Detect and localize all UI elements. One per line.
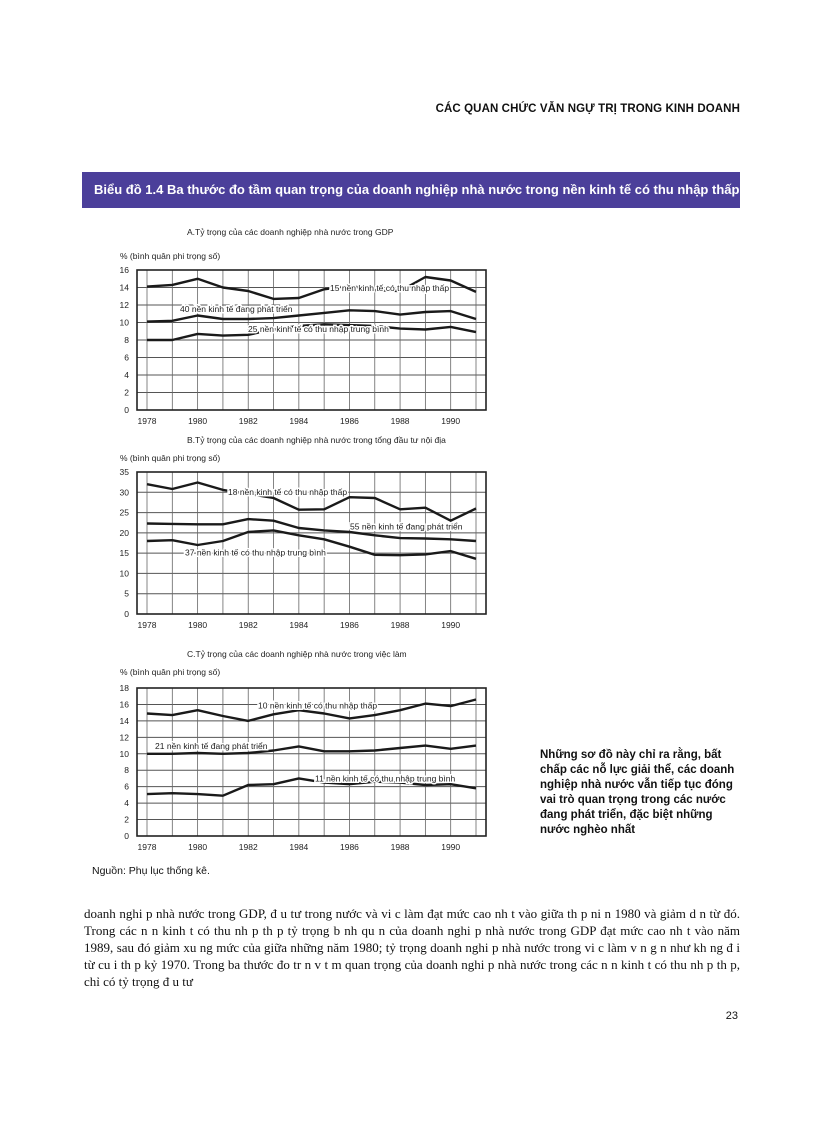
y-tick-label: 10 (119, 748, 129, 759)
body-paragraph: doanh nghi p nhà nước trong GDP, đ u tư trong nước và vi c làm đạt mức cao nh t vào giữa th p ni n 1980 và giảm d n từ đó. Trong các n n kinh t có thu nh p th p tỷ trọng b nh qu n của doanh nghi p nhà nước trong GDP đạt mức cao nh t vào năm 1989, sau đó giảm xu ng mức của giữa những năm 1980; tỷ trọng doanh nghi p nhà nước trong vi c làm v n g n như kh ng đ i từ cu i th p kỷ 1970. Trong ba thước đo tr n v t m quan trọng của doanh nghi p nhà nước trong các n n kinh t có thu nh p th p, chỉ có tỷ trọng đ u tư (84, 906, 740, 989)
y-tick-label: 6 (124, 781, 129, 792)
series-label-2: 55 nền kinh tế đang phát triển (350, 521, 463, 532)
chart-title: C.Tỷ trọng của các doanh nghiệp nhà nước trong việc làm (187, 649, 407, 659)
y-tick-label: 12 (119, 300, 129, 310)
x-tick-label: 1982 (238, 620, 258, 630)
y-tick-label: 8 (124, 335, 129, 345)
y-tick-label: 25 (119, 507, 129, 518)
y-tick-label: 2 (124, 814, 129, 825)
y-tick-label: 15 (119, 548, 129, 559)
x-tick-label: 1984 (289, 416, 309, 426)
x-tick-label: 1986 (340, 842, 359, 852)
x-tick-label: 1978 (137, 416, 157, 426)
x-tick-label: 1990 (441, 620, 461, 630)
y-tick-label: 10 (119, 568, 129, 579)
x-tick-label: 1988 (390, 842, 410, 852)
y-tick-label: 35 (119, 467, 129, 477)
series-label-1: 15 nền kinh tế có thu nhập thấp (330, 283, 450, 293)
y-axis-label: % (bình quân phi trọng số) (120, 453, 221, 463)
y-tick-label: 20 (119, 527, 129, 538)
y-tick-label: 6 (124, 352, 129, 363)
series-label-3: 37 nền kinh tế có thu nhập trung bình (185, 547, 326, 558)
x-tick-label: 1990 (441, 416, 461, 426)
y-tick-label: 4 (124, 370, 129, 380)
running-header: CÁC QUAN CHỨC VẪN NGỰ TRỊ TRONG KINH DOANH (435, 103, 740, 115)
series-label-2: 21 nền kinh tế đang phát triển (155, 740, 268, 751)
series-label-3: 25 nền kinh tế có thu nhập trung bình (248, 324, 389, 335)
y-tick-label: 12 (119, 732, 129, 743)
y-tick-label: 2 (124, 387, 129, 398)
x-tick-label: 1982 (238, 416, 258, 426)
y-axis-label: % (bình quân phi trọng số) (120, 251, 221, 261)
series-label-1: 10 nền kinh tế có thu nhập thấp (258, 700, 378, 711)
y-tick-label: 0 (124, 405, 129, 415)
x-tick-label: 1986 (340, 620, 359, 630)
figure-title: Biểu đồ 1.4 Ba thước đo tầm quan trọng của doanh nghiệp nhà nước trong nền kinh tế có thu nhập thấp (82, 172, 740, 208)
y-tick-label: 0 (124, 609, 129, 619)
series-label-1: 18 nền kinh tế có thu nhập thấp (228, 487, 348, 498)
x-tick-label: 1980 (188, 842, 208, 852)
x-tick-label: 1984 (289, 842, 309, 852)
x-tick-label: 1980 (188, 416, 208, 426)
y-tick-label: 5 (124, 588, 129, 599)
figure-caption: Những sơ đồ này chỉ ra rằng, bất chấp các nỗ lực giải thể, các doanh nghiệp nhà nước vẫn tiếp tục đóng vai trò quan trọng trong các nước đang phát triển, đặc biệt những nước nghèo nhất (540, 749, 735, 836)
x-tick-label: 1984 (289, 620, 309, 630)
x-tick-label: 1978 (137, 842, 157, 852)
y-tick-label: 10 (119, 317, 129, 328)
x-tick-label: 1978 (137, 620, 157, 630)
y-tick-label: 4 (124, 798, 129, 809)
x-tick-label: 1988 (390, 620, 410, 630)
page-number: 23 (725, 1010, 738, 1022)
y-tick-label: 16 (119, 699, 129, 710)
y-tick-label: 0 (124, 831, 129, 841)
x-tick-label: 1982 (238, 842, 258, 852)
y-tick-label: 30 (119, 487, 129, 498)
y-tick-label: 14 (119, 715, 129, 726)
chart-title: B.Tỷ trọng của các doanh nghiệp nhà nước trong tổng đầu tư nội địa (187, 435, 446, 445)
x-tick-label: 1988 (390, 416, 410, 426)
y-tick-label: 14 (119, 282, 129, 293)
x-tick-label: 1980 (188, 620, 208, 630)
chart-title: A.Tỷ trọng của các doanh nghiệp nhà nước trong GDP (187, 227, 394, 237)
y-tick-label: 16 (119, 265, 129, 275)
figure-source: Nguồn: Phụ lục thống kê. (92, 865, 210, 877)
y-tick-label: 8 (124, 765, 129, 776)
x-tick-label: 1986 (340, 416, 359, 426)
series-label-3: 11 nền kinh tế có thu nhập trung bình (315, 773, 456, 784)
x-tick-label: 1990 (441, 842, 461, 852)
y-axis-label: % (bình quân phi trọng số) (120, 667, 221, 677)
y-tick-label: 18 (119, 683, 129, 693)
series-label-2: 40 nền kinh tế đang phát triển (180, 304, 293, 314)
